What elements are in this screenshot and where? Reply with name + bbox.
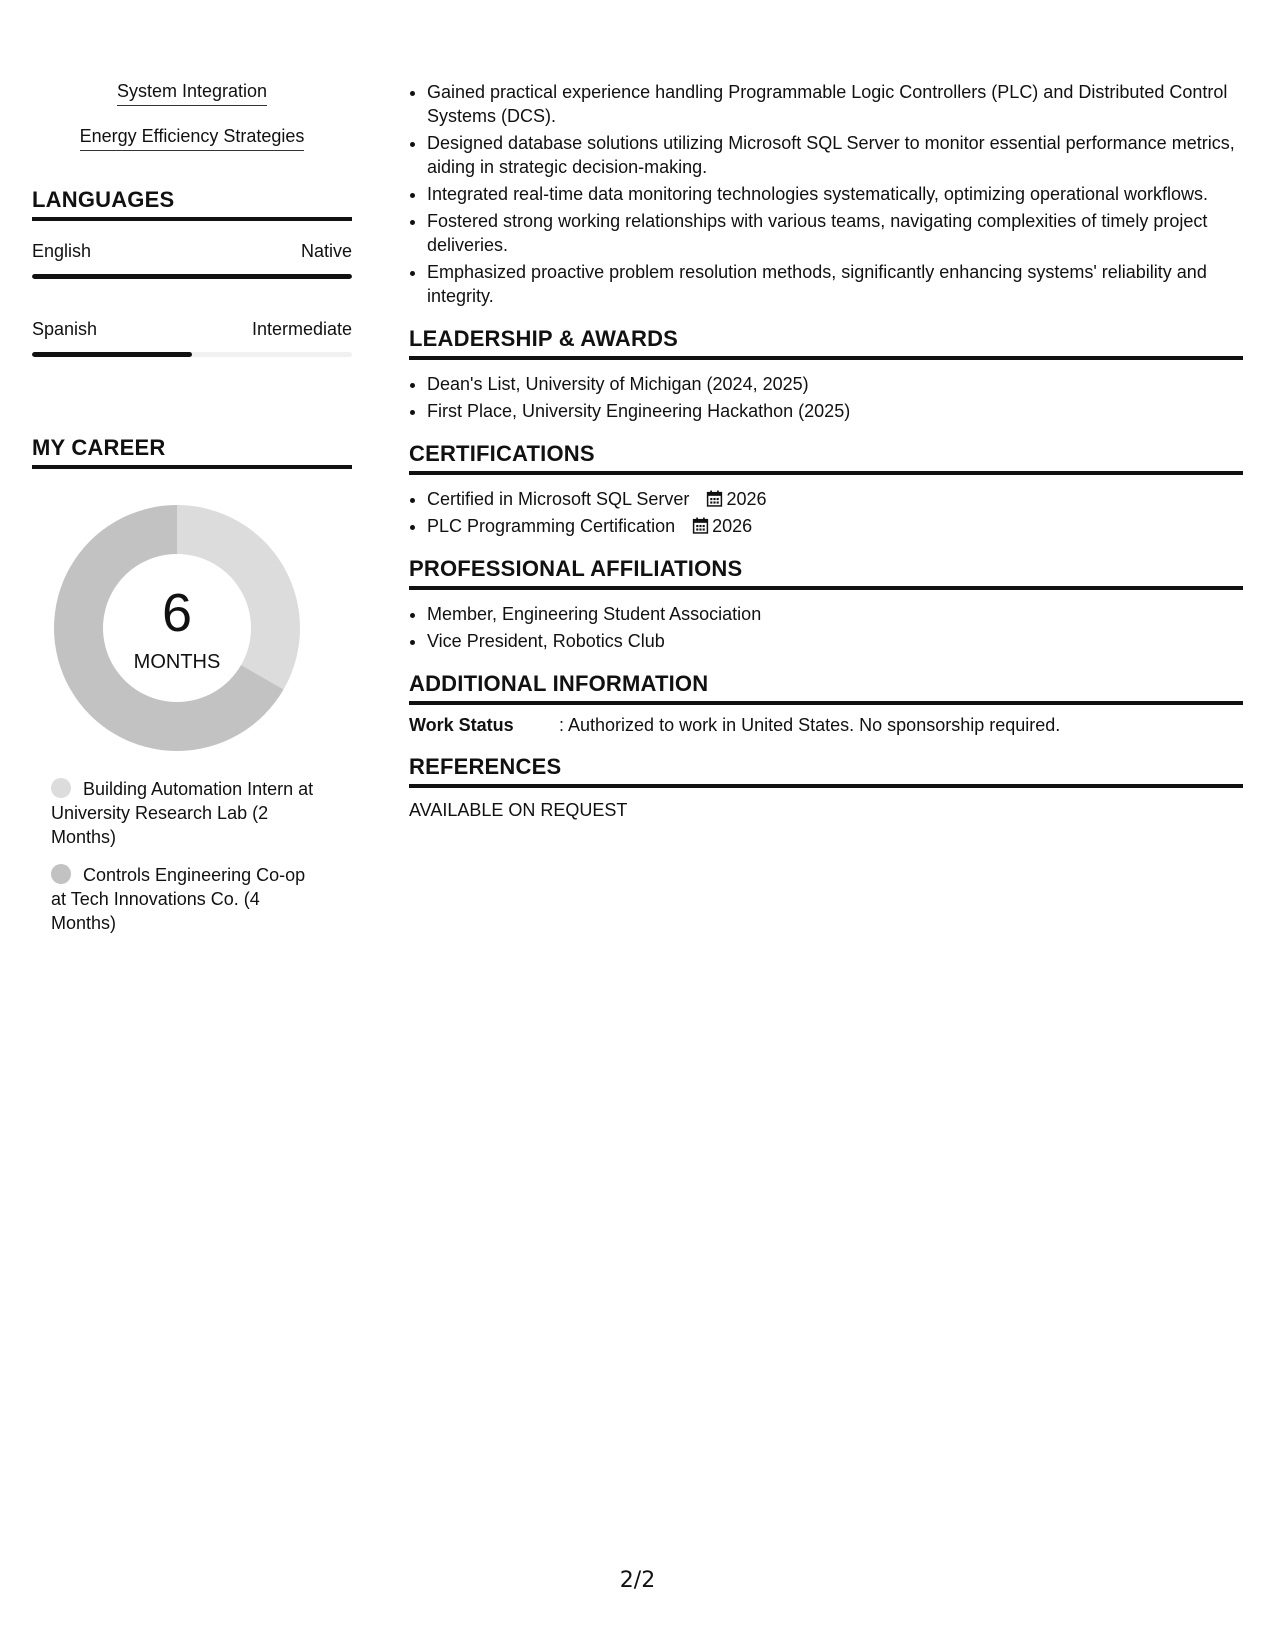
additional-info-heading: ADDITIONAL INFORMATION: [409, 671, 1243, 705]
references-heading: REFERENCES: [409, 754, 1243, 788]
language-level: Intermediate: [251, 319, 352, 339]
certification-name: Certified in Microsoft SQL Server: [427, 489, 690, 509]
list-item: • Emphasized proactive problem resolution methods, significantly enhancing systems' reliability and integrity.: [427, 260, 1243, 308]
skill-tag: Energy Efficiency Strategies: [80, 125, 305, 151]
references-text: AVAILABLE ON REQUEST: [409, 800, 628, 820]
experience-bullets: [409, 80, 1243, 308]
list-item: [427, 514, 1243, 538]
language-name: English: [32, 241, 92, 261]
career-total-unit: MONTHS: [133, 651, 221, 673]
affiliations-list: [409, 602, 1243, 653]
languages-heading: LANGUAGES: [32, 187, 352, 221]
list-item: • Integrated real-time data monitoring technologies systematically, optimizing operational workflows.: [427, 182, 1243, 206]
work-status-value: : Authorized to work in United States. No sponsorship required.: [559, 715, 1061, 735]
career-legend-item: [51, 863, 321, 935]
skill-tag: System Integration: [117, 80, 267, 106]
calendar-icon: [692, 517, 709, 534]
list-item: • Dean's List, University of Michigan (2024, 2025): [427, 372, 1243, 396]
leadership-list: [409, 372, 1243, 423]
page-number: 2/2: [619, 1568, 656, 1593]
left-column: [32, 80, 352, 949]
career-legend-item: [51, 777, 321, 849]
certification-year: 2026: [712, 516, 753, 536]
language-level: Native: [300, 241, 352, 261]
career-legend-label: Building Automation Intern at University Research Lab (2 Months): [51, 779, 314, 847]
language-proficiency-bar: [32, 352, 352, 357]
leadership-heading: LEADERSHIP & AWARDS: [409, 326, 1243, 360]
career-legend-label: Controls Engineering Co-op at Tech Innovations Co. (4 Months): [51, 865, 306, 933]
list-item: [427, 487, 1243, 511]
language-proficiency-fill: [32, 352, 192, 357]
certification-year: 2026: [726, 489, 767, 509]
work-status-row: [409, 715, 1243, 736]
career-heading: MY CAREER: [32, 435, 352, 469]
certifications-heading: CERTIFICATIONS: [409, 441, 1243, 475]
list-item: • First Place, University Engineering Hackathon (2025): [427, 399, 1243, 423]
list-item: • Member, Engineering Student Association: [427, 602, 1243, 626]
language-proficiency-fill: [32, 274, 352, 279]
language-item: [32, 319, 352, 357]
legend-dot-icon: [51, 864, 71, 884]
list-item: • Fostered strong working relationships with various teams, navigating complexities of timely project deliveries.: [427, 209, 1243, 257]
career-donut-chart: [52, 503, 302, 753]
work-status-label: Work Status: [409, 715, 514, 735]
career-legend: [51, 777, 321, 935]
language-item: [32, 241, 352, 279]
career-total-months: 6: [161, 583, 193, 643]
list-item: • Gained practical experience handling Programmable Logic Controllers (PLC) and Distributed Control Systems (DCS).: [427, 80, 1243, 128]
list-item: • Designed database solutions utilizing Microsoft SQL Server to monitor essential performance metrics, aiding in strategic decision-making.: [427, 131, 1243, 179]
list-item: • Vice President, Robotics Club: [427, 629, 1243, 653]
certification-name: PLC Programming Certification: [427, 516, 676, 536]
certifications-list: [409, 487, 1243, 538]
affiliations-heading: PROFESSIONAL AFFILIATIONS: [409, 556, 1243, 590]
language-proficiency-bar: [32, 274, 352, 279]
legend-dot-icon: [51, 778, 71, 798]
language-name: Spanish: [32, 319, 98, 339]
right-column: [409, 80, 1243, 821]
calendar-icon: [706, 490, 723, 507]
